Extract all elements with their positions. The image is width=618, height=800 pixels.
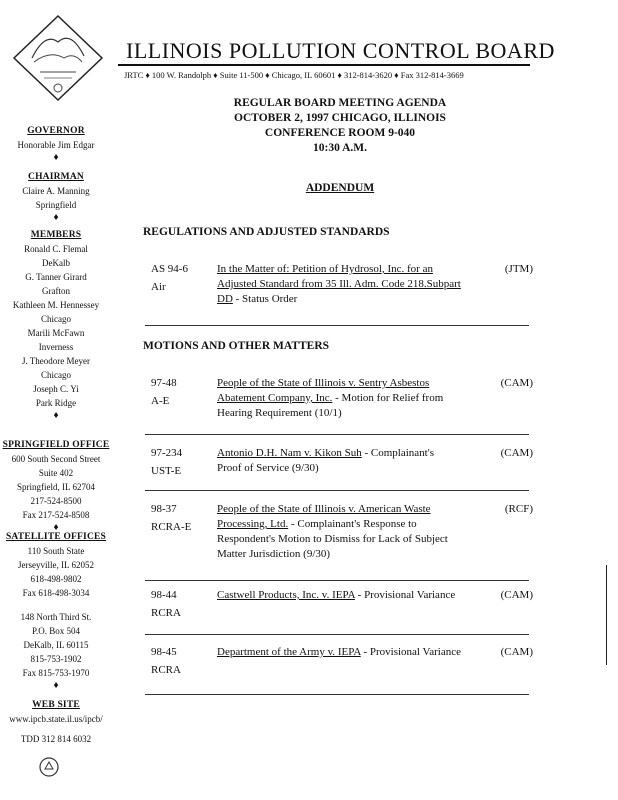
satellite-offices-block <box>0 530 112 692</box>
member-city: Inverness <box>38 342 74 352</box>
item-number: 97-234 <box>151 447 183 459</box>
member-city: DeKalb <box>42 258 70 268</box>
item-case[interactable]: People of the State of Illinois v. American Waste Processing, Ltd. <box>217 503 431 530</box>
office-line: P.O. Box 504 <box>31 626 80 636</box>
office-line: 618-498-9802 <box>30 574 82 584</box>
members-block <box>0 228 112 422</box>
item-description <box>217 588 461 603</box>
agenda-room: CONFERENCE ROOM 9-040 <box>264 127 416 139</box>
item-case[interactable]: Castwell Products, Inc. v. IEPA <box>217 589 355 601</box>
header-rule <box>118 64 530 66</box>
agenda-item <box>143 446 533 486</box>
item-category: UST-E <box>151 465 182 477</box>
item-number: 98-45 <box>151 646 177 658</box>
item-initials: (CAM) <box>500 447 533 459</box>
item-description <box>217 376 461 421</box>
office-line: 815-753-1902 <box>30 654 82 664</box>
member-name: Kathleen M. Hennessey <box>12 300 100 310</box>
item-number: 98-37 <box>151 503 177 515</box>
item-case[interactable]: In the Matter of: Petition of Hydrosol, Inc. for an Adjusted Standard from 35 Ill. Adm. Code 218.Subpart DD <box>217 263 461 305</box>
item-category: Air <box>151 281 166 293</box>
separator <box>145 325 529 326</box>
section-motions: MOTIONS AND OTHER MATTERS <box>143 340 330 352</box>
item-category: A-E <box>151 395 170 407</box>
office-line: DeKalb, IL 60115 <box>23 640 89 650</box>
item-description <box>217 502 461 562</box>
office-line: Fax 815-753-1970 <box>22 668 90 678</box>
item-action: - Motion for Relief from Hearing Requirement (10/1) <box>217 392 444 419</box>
web-site-heading: WEB SITE <box>32 700 80 710</box>
separator <box>145 634 529 635</box>
agenda-item <box>143 588 533 628</box>
governor-name: Honorable Jim Edgar <box>17 140 95 150</box>
diamond-icon: ♦ <box>53 522 59 533</box>
office-line: 600 South Second Street <box>11 454 101 464</box>
board-address: JRTC ♦ 100 W. Randolph ♦ Suite 11-500 ♦ Chicago, IL 60601 ♦ 312-814-3620 ♦ Fax 312-814-3669 <box>124 70 464 80</box>
chairman-name: Claire A. Manning <box>22 186 90 196</box>
member-name: Marili McFawn <box>27 328 85 338</box>
board-title: ILLINOIS POLLUTION CONTROL BOARD <box>126 38 555 63</box>
item-case[interactable]: People of the State of Illinois v. Sentry Asbestos Abatement Company, Inc. <box>217 377 430 404</box>
item-initials: (RCF) <box>504 503 533 515</box>
agenda-time: 10:30 A.M. <box>313 142 367 154</box>
item-action: - Provisional Variance <box>354 589 456 601</box>
office-line: Fax 217-524-8508 <box>22 510 90 520</box>
office-line: Jerseyville, IL 62052 <box>18 560 94 570</box>
item-category: RCRA <box>151 607 181 619</box>
item-category: RCRA-E <box>151 521 192 533</box>
item-action: - Complainant's Response to Respondent's Motion to Dismiss for Lack of Subject Matter Jurisdiction (9/30) <box>217 518 448 560</box>
spacer <box>0 600 112 610</box>
office-line: Suite 402 <box>38 468 74 478</box>
office-line: 148 North Third St. <box>20 612 92 622</box>
chairman-heading: CHAIRMAN <box>28 172 84 182</box>
chairman-block <box>0 170 112 224</box>
agenda-item <box>143 502 533 574</box>
diamond-icon: ♦ <box>53 212 59 223</box>
item-case[interactable]: Antonio D.H. Nam v. Kikon Suh <box>217 447 362 459</box>
item-number: AS 94-6 <box>151 263 188 275</box>
member-city: Chicago <box>41 370 71 380</box>
item-initials: (CAM) <box>500 646 533 658</box>
tdd-number: TDD 312 814 6032 <box>20 734 92 744</box>
governor-block <box>0 124 112 164</box>
scan-edge-line <box>606 565 607 665</box>
member-name: J. Theodore Meyer <box>21 356 91 366</box>
separator <box>145 434 529 435</box>
member-city: Grafton <box>42 286 70 296</box>
agenda-item <box>143 376 533 431</box>
chairman-city: Springfield <box>35 200 77 210</box>
section-regulations: REGULATIONS AND ADJUSTED STANDARDS <box>143 226 390 238</box>
separator <box>145 580 529 581</box>
item-category: RCRA <box>151 664 181 676</box>
springfield-office-heading: SPRINGFIELD OFFICE <box>2 440 110 450</box>
item-initials: (CAM) <box>500 589 533 601</box>
item-description <box>217 262 461 307</box>
office-line: 217-524-8500 <box>30 496 82 506</box>
addendum-heading: ADDENDUM <box>305 182 375 194</box>
satellite-offices-heading: SATELLITE OFFICES <box>5 532 107 542</box>
member-city: Chicago <box>41 314 71 324</box>
member-name: Joseph C. Yi <box>33 384 79 394</box>
item-action: - Complainant's Proof of Service (9/30) <box>217 447 434 474</box>
item-number: 98-44 <box>151 589 177 601</box>
item-action: - Provisional Variance <box>360 646 462 658</box>
member-name: G. Tanner Girard <box>25 272 87 282</box>
separator <box>145 694 529 695</box>
springfield-office-block <box>0 438 112 534</box>
item-action: - Status Order <box>232 293 298 305</box>
office-line: Springfield, IL 62704 <box>17 482 95 492</box>
members-heading: MEMBERS <box>30 230 82 240</box>
web-site-url[interactable]: www.ipcb.state.il.us/ipcb/ <box>9 714 103 724</box>
seal-logo-icon <box>10 12 106 104</box>
item-number: 97-48 <box>151 377 177 389</box>
item-description <box>217 645 461 660</box>
member-name: Ronald C. Flemal <box>24 244 88 254</box>
agenda-date: OCTOBER 2, 1997 CHICAGO, ILLINOIS <box>234 112 446 124</box>
item-initials: (JTM) <box>504 263 533 275</box>
diamond-icon: ♦ <box>53 152 59 163</box>
member-city: Park Ridge <box>35 398 77 408</box>
agenda-item <box>143 262 533 314</box>
item-case[interactable]: Department of the Army v. IEPA <box>217 646 361 658</box>
recycle-icon <box>38 756 60 778</box>
separator <box>145 490 529 491</box>
item-initials: (CAM) <box>500 377 533 389</box>
agenda-item <box>143 645 533 685</box>
office-line: 110 South State <box>27 546 85 556</box>
diamond-icon: ♦ <box>53 680 59 691</box>
office-line: Fax 618-498-3034 <box>22 588 90 598</box>
agenda-title: REGULAR BOARD MEETING AGENDA <box>233 97 447 109</box>
item-description <box>217 446 461 476</box>
diamond-icon: ♦ <box>53 410 59 421</box>
sidebar <box>0 0 112 800</box>
governor-heading: GOVERNOR <box>27 126 85 136</box>
web-site-block <box>0 698 112 746</box>
